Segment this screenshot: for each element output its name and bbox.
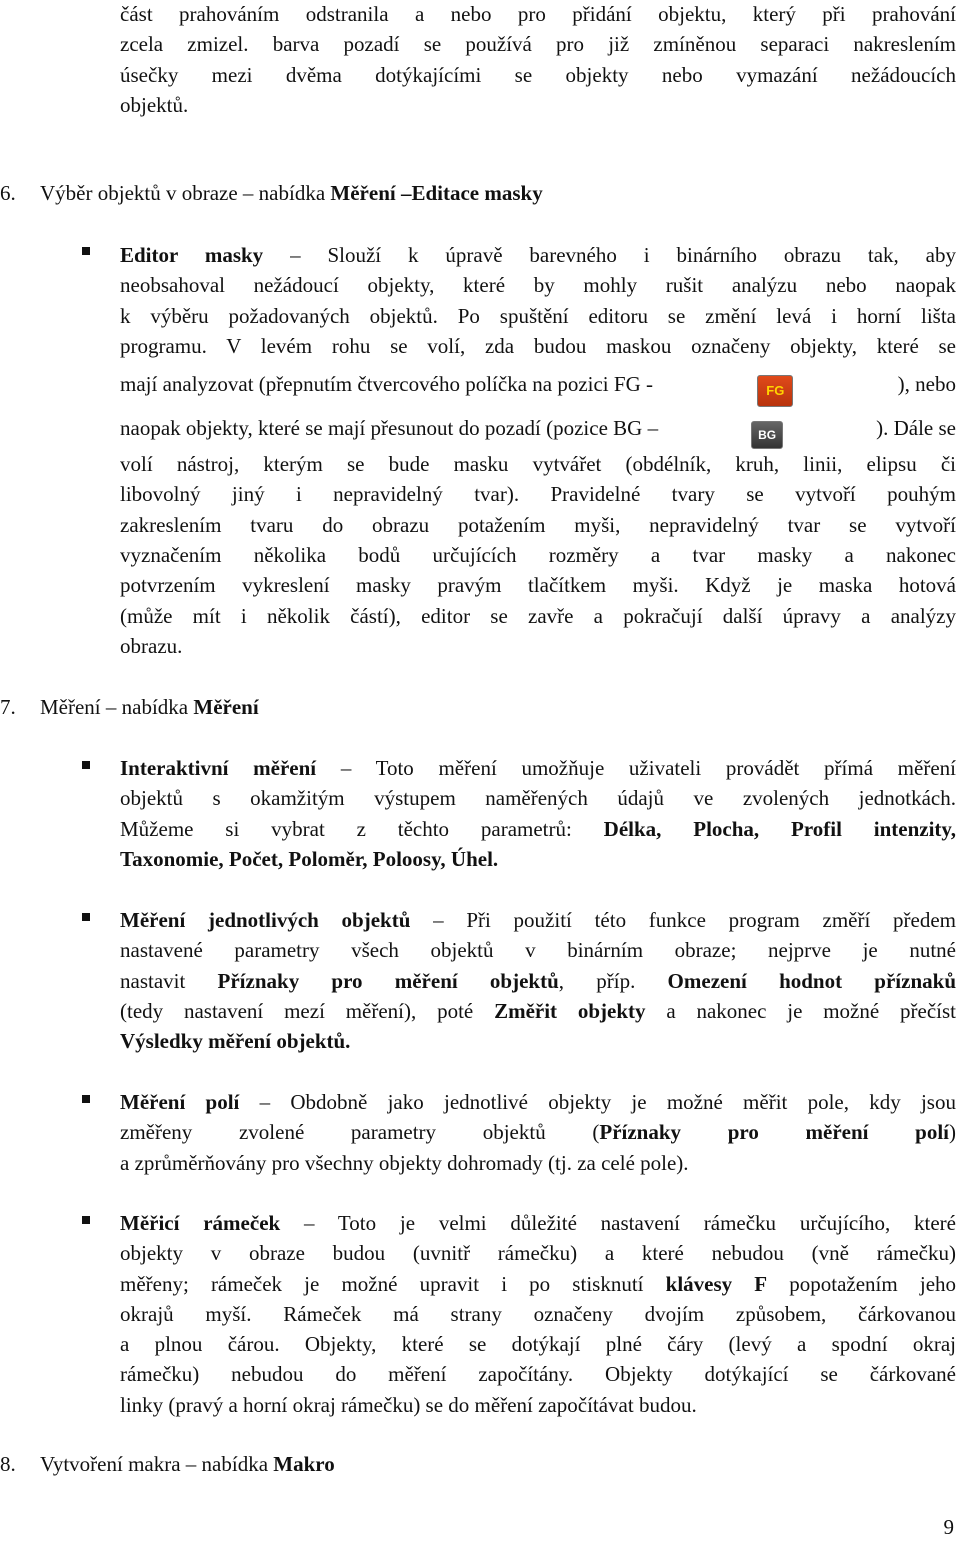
section-number: 8.: [0, 1452, 16, 1476]
measuring-frame-paragraph: Měřicí rámeček – Toto je velmi důležité nastavení rámečku určujícího, které objekty v obraze budou (uvnitř rámečku) a které nebudou (vně rámečku) měřeny; rámeček je možné upravit i po stisknutí klávesy F popotažením jeho okrajů myší. Rámeček má strany označeny dvojím způsobem, čárkovanou a plnou čárou. Objekty, které se dotýkají plné čáry (levý a spodní okraj rámečku) nebudou do měření započítány. Objekty dotýkající se čárkované linky (pravý a horní okraj rámečku) se do měření započítávat budou.: [120, 1211, 956, 1417]
term-mereni-poli: Měření polí: [120, 1090, 240, 1114]
bullet-marker: [82, 913, 90, 921]
bg-icon: BG: [751, 421, 783, 449]
editor-mask-paragraph: Editor masky – Slouží k úpravě barevného i binárního obrazu tak, aby neobsahoval nežádoucí objekty, které by mohly rušit analýzu nebo naopak k výběru požadovaných objektů. Po spuštění editoru se změní levá i horní lišta programu. V levém rohu se volí, zda budou maskou označeny objekty, které se mají analyzovat (přepnutím čtvercového políčka na pozici FG - FG ), nebo naopak objekty, které se mají přesunout do pozadí (pozice BG – BG ). Dále se volí nástroj, kterým se bude masku vytvářet (obdélník, kruh, linii, elipsu či libovolný jiný i nepravidelný tvar). Pravidelné tvary se vytvoří pouhým zakreslením tvaru do obrazu potažením myši, nepravidelný tvar se vytvoří vyznačením několika bodů určujících rozměry a tvar masky a nakonec potvrzením vykreslení masky pravým tlačítkem myši. Když je maska hotová (může mít i několik částí), editor se zavře a pokračují další úpravy a analýzy obrazu.: [120, 243, 956, 658]
page-number: 9: [943, 1515, 954, 1539]
term-mereni-objektu: Měření jednotlivých objektů: [120, 908, 411, 932]
text-line: část prahováním odstranila a nebo pro přidání objektu, který při prahování: [120, 2, 956, 26]
term-interaktivni-mereni: Interaktivní měření: [120, 756, 317, 780]
text-line: zcela zmizel. barva pozadí se používá pro již zmíněnou separaci nakreslením: [120, 32, 956, 57]
field-measurement-paragraph: Měření polí – Obdobně jako jednotlivé objekty je možné měřit pole, kdy jsou změřeny zvolené parametry objektů (Příznaky pro měření polí) a zprůměrňovány pro všechny objekty dohromady (tj. za celé pole).: [120, 1090, 956, 1175]
text-line: objektů.: [120, 92, 189, 117]
section-number: 6.: [0, 181, 16, 205]
fg-icon: FG: [757, 375, 793, 407]
section-title: Vytvoření makra – nabídka: [40, 1452, 274, 1476]
section-number: 7.: [0, 695, 16, 719]
menu-path: Měření: [193, 695, 259, 719]
intro-paragraph: [120, 0, 956, 120]
section-title: Výběr objektů v obraze – nabídka: [40, 181, 331, 205]
object-measurement-paragraph: Měření jednotlivých objektů – Při použití této funkce program změří předem nastavené parametry všech objektů v binárním obraze; nejprve je nutné nastavit Příznaky pro měření objektů, příp. Omezení hodnot příznaků (tedy nastavení mezí měření), poté Změřit objekty a nakonec je možné přečíst Výsledky měření objektů.: [120, 908, 956, 1054]
interactive-measurement-paragraph: Interaktivní měření – Toto měření umožňuje uživateli provádět přímá měření objektů s okamžitým výstupem naměřených údajů ve zvolených jednotkách. Můžeme si vybrat z těchto parametrů: Délka, Plocha, Profil intenzity, Taxonomie, Počet, Poloměr, Poloosy, Úhel.: [120, 756, 956, 871]
text-line: úsečky mezi dvěma dotýkajícími se objekty nebo vymazání nežádoucích: [120, 62, 956, 87]
section-title: Měření – nabídka: [40, 695, 194, 719]
term-editor-masky: Editor masky: [120, 243, 264, 267]
bullet-marker: [82, 1095, 90, 1103]
menu-path: Měření –Editace masky: [330, 181, 543, 205]
bullet-marker: [82, 1216, 90, 1224]
menu-path: Makro: [273, 1452, 335, 1476]
bullet-marker: [82, 761, 90, 769]
term-mericí-ramecek: Měřicí rámeček: [120, 1211, 281, 1235]
bullet-marker: [82, 247, 90, 255]
